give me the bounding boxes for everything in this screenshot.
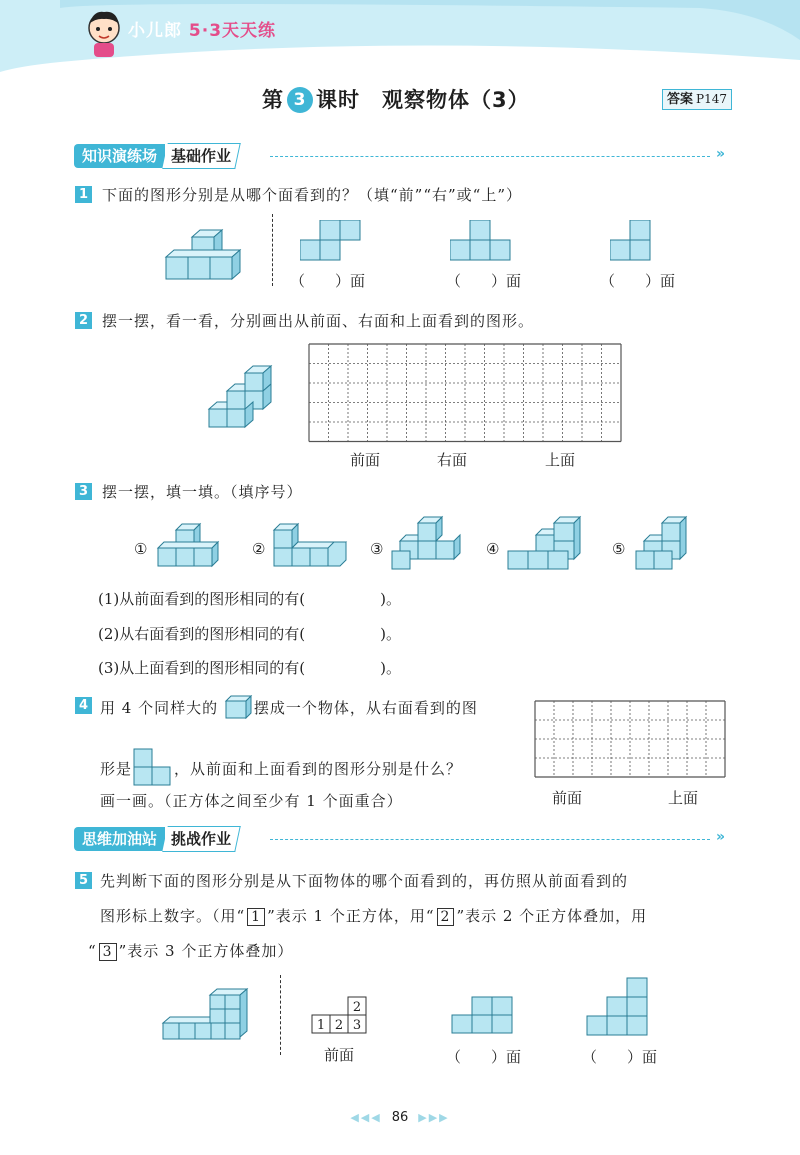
question-number: 4 [75, 697, 92, 714]
text-fragment: 图形标上数字。（用“ [100, 907, 246, 925]
section-divider [270, 839, 710, 840]
number-box: 1 [247, 908, 265, 926]
answer-label: 答案 [667, 92, 694, 107]
text-fragment: 用 4 个同样大的 [100, 699, 219, 717]
right-view-figure [132, 748, 174, 788]
question-text: 摆一摆，填一填。（填序号） [102, 483, 303, 501]
answer-blank[interactable]: （ ）面 [446, 1048, 522, 1066]
section-sub-text: 基础作业 [171, 147, 232, 165]
mascot-icon [82, 6, 126, 60]
text-fragment: ”表示 2 个正方体叠加，用 [456, 907, 648, 925]
fill-blank-item[interactable]: (3)从上面看到的图形相同的有( )。 [98, 659, 401, 677]
section-sub [162, 143, 241, 169]
section-tag: 思维加油站 [74, 827, 165, 851]
answer-blank[interactable]: （ ）面 [600, 272, 676, 290]
cube-figure [200, 360, 280, 432]
page-title [262, 84, 530, 114]
cell-digit: 3 [352, 1018, 362, 1033]
cube-figure-1 [150, 518, 230, 573]
left-arrows-icon: ◀◀◀ [350, 1111, 382, 1124]
figure-marker: ③ [370, 540, 384, 558]
question-text-line [88, 940, 293, 961]
grid-label-top: 上面 [668, 789, 699, 807]
cube-icon [224, 695, 254, 719]
answer-blank[interactable]: （ ）面 [446, 272, 522, 290]
view-figure-c [610, 220, 660, 265]
grid-label-top: 上面 [545, 451, 576, 469]
section-sub [162, 826, 241, 852]
question-text: 摆一摆，看一看，分别画出从前面、右面和上面看到的图形。 [102, 312, 535, 330]
title-prefix: 第 [262, 88, 284, 112]
grid-label-front: 前面 [552, 789, 583, 807]
answer-reference [662, 89, 732, 110]
text-fragment: 摆成一个物体，从右面看到的图 [253, 699, 478, 717]
right-arrows-icon: ▶▶▶ [418, 1111, 450, 1124]
question-text-line [100, 695, 478, 719]
number-box: 3 [99, 943, 117, 961]
cell-digit: 2 [352, 1000, 362, 1015]
cube-figure-2 [266, 518, 356, 573]
drawing-grid[interactable] [308, 343, 624, 445]
text-fragment: ，从前面和上面看到的图形分别是什么？ [174, 760, 463, 778]
section-divider [270, 156, 710, 157]
cube-figure [155, 985, 255, 1055]
cube-figure-5 [628, 515, 698, 575]
text-fragment: ”表示 3 个正方体叠加） [118, 942, 294, 960]
question-number: 2 [75, 312, 92, 329]
chevron-right-icon: » [716, 146, 726, 162]
question-number: 3 [75, 483, 92, 500]
divider-vertical [272, 214, 273, 286]
question-text: 先判断下面的图形分别是从下面物体的哪个面看到的，再仿照从前面看到的 [100, 872, 629, 890]
title-text: 课时 观察物体（3） [316, 88, 530, 112]
section-challenge-header [74, 826, 238, 852]
question-text-line [100, 748, 462, 788]
brand-prefix: 小儿郎 [128, 21, 182, 41]
text-fragment: ”表示 1 个正方体，用“ [267, 907, 435, 925]
figure-marker: ① [134, 540, 148, 558]
page-footer [0, 1110, 800, 1125]
grid-label-right: 右面 [437, 451, 468, 469]
front-view-numbered [310, 995, 370, 1037]
view-label: 前面 [324, 1046, 355, 1064]
chevron-right-icon: » [716, 829, 726, 845]
question-number: 1 [75, 186, 92, 203]
cube-figure-4 [500, 515, 590, 575]
answer-page: P147 [696, 92, 727, 106]
view-figure-b [450, 220, 520, 265]
cell-digit: 2 [334, 1018, 344, 1033]
view-figure-a [300, 220, 370, 265]
brand-suffix: 5·3天天练 [188, 21, 277, 41]
section-sub-text: 挑战作业 [171, 830, 232, 848]
section-basic-header [74, 143, 238, 169]
question-text-line [100, 905, 647, 926]
text-fragment: “ [88, 942, 97, 960]
question-text: 下面的图形分别是从哪个面看到的？（填“前”“右”或“上”） [102, 186, 523, 204]
divider-vertical [280, 975, 281, 1055]
figure-marker: ② [252, 540, 266, 558]
text-fragment: 形是 [100, 760, 133, 778]
figure-marker: ⑤ [612, 540, 626, 558]
brand-logo [128, 16, 276, 41]
question-text: 画一画。（正方体之间至少有 1 个面重合） [100, 792, 403, 810]
figure-marker: ④ [486, 540, 500, 558]
number-box: 2 [437, 908, 455, 926]
section-tag: 知识演练场 [74, 144, 165, 168]
fill-blank-item[interactable]: (2)从右面看到的图形相同的有( )。 [98, 625, 401, 643]
view-figure-d [450, 995, 520, 1037]
grid-label-front: 前面 [350, 451, 381, 469]
drawing-grid[interactable] [534, 700, 728, 780]
answer-blank[interactable]: （ ）面 [290, 272, 366, 290]
page-number: 86 [391, 1110, 409, 1125]
lesson-number: 3 [287, 87, 313, 113]
answer-blank[interactable]: （ ）面 [582, 1048, 658, 1066]
question-number: 5 [75, 872, 92, 889]
cell-digit: 1 [316, 1018, 326, 1033]
fill-blank-item[interactable]: (1)从前面看到的图形相同的有( )。 [98, 590, 401, 608]
cube-figure-3 [384, 515, 469, 575]
view-figure-e [585, 976, 655, 1038]
cube-figure [150, 222, 260, 292]
